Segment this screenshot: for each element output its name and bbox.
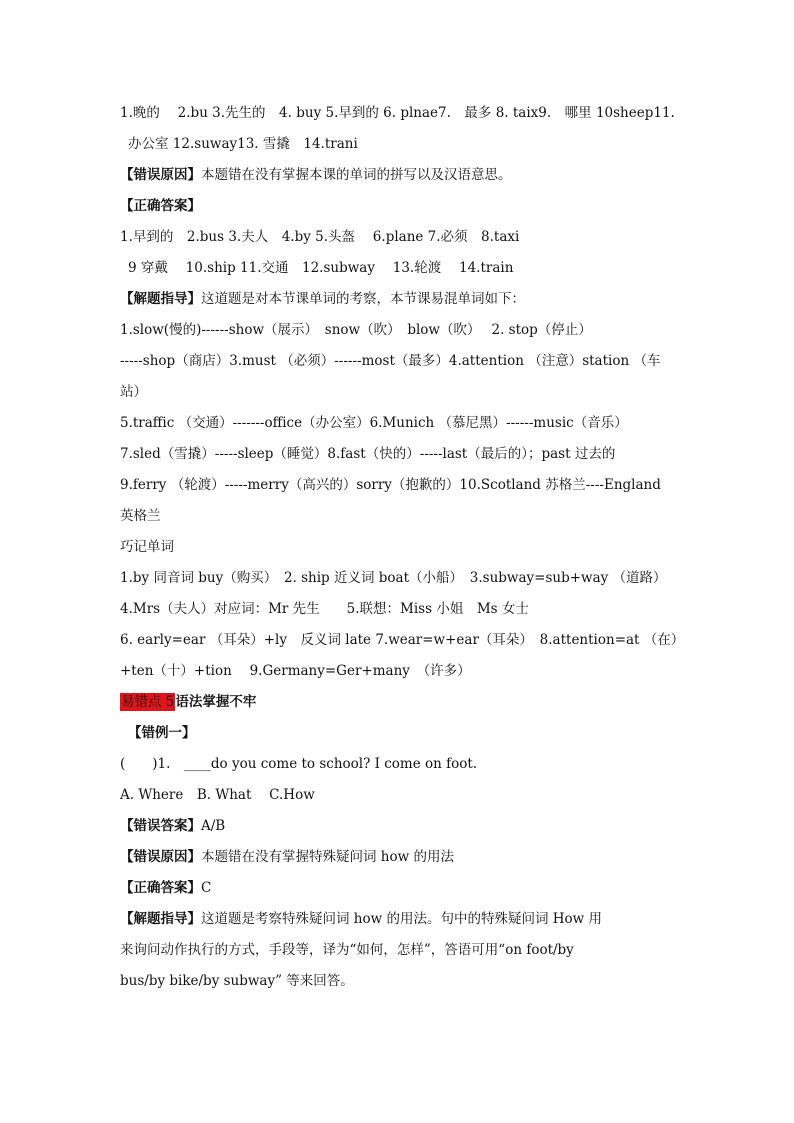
wrong-answer [120,811,680,842]
question-options: A. Where B. What C.How [120,787,315,803]
bracket-close: 】 [187,880,201,896]
error-reason-2-label: 错误原因 [133,849,188,865]
guide-2-line-2: 来询问动作执行的方式，手段等，译为“如何，怎样”，答语可用“on foot/by [120,942,574,958]
guide-line-7: 英格兰 [120,508,161,524]
bracket-open: 【 [120,849,134,865]
answer-line-1: 1.早到的 2.bus 3.夫人 4.by 5.头盔 6.plane 7.必须 8.taxi [120,229,520,245]
guide-2-line-1 [120,904,680,935]
exercise-line-2: 办公室 12.suway13. 雪撬 14.trani [128,136,358,152]
section-heading [120,687,680,718]
guide-label: 解题指导 [133,291,188,307]
answer-line-2: 9 穿戴 10.ship 11.交通 12.subway 13.轮渡 14.train [128,260,514,276]
correct-answer-2-label: 正确答案 [133,880,188,896]
wrong-answer-label: 错误答案 [133,818,188,834]
bracket-close: 】 [182,725,196,741]
document-body [120,98,685,997]
guide-2-line-3: bus/by bike/by subway” 等来回答。 [120,973,354,989]
bracket-close: 】 [187,291,201,307]
error-reason-text: 本题错在没有掌握本课的单词的拼写以及汉语意思。 [201,167,512,183]
bracket-close: 】 [187,167,201,183]
error-reason-label: 错误原因 [133,167,188,183]
memo-title: 巧记单词 [120,539,174,555]
bracket-close: 】 [187,198,201,214]
guide-line-5: 7.sled（雪撬）-----sleep（睡觉）8.fast（快的）-----last（最后的）；past 过去的 [120,446,616,462]
error-reason [120,160,680,191]
correct-answer-2-text: C [201,880,212,896]
guide-2-label: 解题指导 [133,911,188,927]
guide-line-1: 1.slow(慢的)------show（展示） snow（吹） blow（吹） 2. stop（停止） [120,322,592,338]
guide-line-6: 9.ferry （轮渡）-----merry（高兴的）sorry（抱歉的）10.Scotland 苏格兰----England [120,477,661,493]
bracket-open: 【 [128,725,142,741]
guide-heading [120,284,680,315]
bracket-open: 【 [120,198,134,214]
bracket-open: 【 [120,291,134,307]
correct-answer-label: 正确答案 [133,198,188,214]
bracket-open: 【 [120,818,134,834]
error-reason-2 [120,842,680,873]
example-label: 错例一 [141,725,182,741]
correct-answer-2 [120,873,680,904]
section-tag: 易错点 5 [121,694,175,710]
correct-answer-heading [120,191,680,222]
memo-line-3: 6. early=ear （耳朵）+ly 反义词 late 7.wear=w+ear（耳朵） 8.attention=at （在） [120,632,685,648]
bracket-close: 】 [187,818,201,834]
wrong-answer-text: A/B [201,818,226,834]
guide-text: 这道题是对本节课单词的考察，本节课易混单词如下： [201,291,525,307]
exercise-line-1: 1.晚的 2.bu 3.先生的 4. buy 5.早到的 6. plnae7. 最多 8. taix9. 哪里 10sheep11. [120,105,675,121]
bracket-close: 】 [187,911,201,927]
bracket-open: 【 [120,880,134,896]
memo-line-2: 4.Mrs（夫人）对应词：Mr 先生 5.联想：Miss 小姐 Ms 女士 [120,601,529,617]
question-1: ( )1. ____do you come to school? I come on foot. [120,756,478,772]
bracket-open: 【 [120,167,134,183]
guide-line-2: -----shop（商店）3.must （必须）------most（最多）4.attention （注意）station （车 [120,353,661,369]
guide-line-4: 5.traffic （交通）-------office（办公室）6.Munich （慕尼黑）------music（音乐） [120,415,628,431]
memo-line-4: +ten（十）+tion 9.Germany=Ger+many （许多） [120,663,471,679]
bracket-open: 【 [120,911,134,927]
memo-line-1: 1.by 同音词 buy（购买） 2. ship 近义词 boat（小船） 3.subway=sub+way （道路） [120,570,667,586]
section-title: 语法掌握不牢 [175,694,257,710]
guide-line-3: 站） [120,384,147,400]
bracket-close: 】 [187,849,201,865]
example-heading [120,718,680,749]
error-reason-2-text: 本题错在没有掌握特殊疑问词 how 的用法 [201,849,454,865]
guide-2-text-1: 这道题是考察特殊疑问词 how 的用法。句中的特殊疑问词 How 用 [201,911,602,927]
